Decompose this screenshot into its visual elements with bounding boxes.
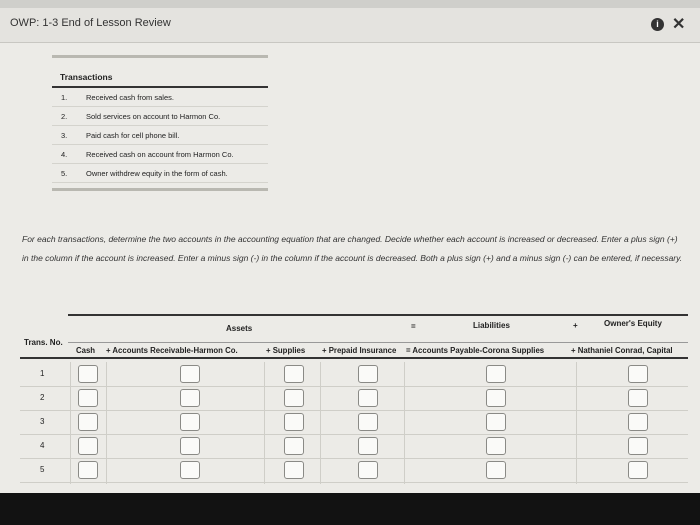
row-number: 1 xyxy=(40,369,45,378)
transaction-number: 5. xyxy=(61,169,68,178)
supplies-input[interactable] xyxy=(284,365,304,383)
transaction-number: 3. xyxy=(61,131,68,140)
prepaid-insurance-input[interactable] xyxy=(358,365,378,383)
instructions-text: For each transactions, determine the two accounts in the accounting equation that are changed. Decide whether each account is increased or decreased. Enter a plus sign (+) in the column if the account is increased. Enter a minus sign (-) in the column if the account is decreased. Both a plus sign (+) and a minus sign (-) can be entered, if necessary. xyxy=(22,234,683,263)
table-row xyxy=(20,458,688,483)
divider xyxy=(52,55,268,58)
transaction-text: Received cash on account from Harmon Co. xyxy=(86,150,234,159)
accounting-equation-table xyxy=(20,312,692,490)
divider xyxy=(52,188,268,191)
divider xyxy=(68,314,688,316)
transaction-text: Owner withdrew equity in the form of cash. xyxy=(86,169,228,178)
supplies-input[interactable] xyxy=(284,437,304,455)
accounts-payable-input[interactable] xyxy=(486,413,506,431)
transaction-text: Received cash from sales. xyxy=(86,93,174,102)
capital-input[interactable] xyxy=(628,413,648,431)
table-row xyxy=(20,386,688,411)
accounts-payable-input[interactable] xyxy=(486,365,506,383)
capital-input[interactable] xyxy=(628,437,648,455)
accounts-receivable-input[interactable] xyxy=(180,437,200,455)
transaction-text: Paid cash for cell phone bill. xyxy=(86,131,180,140)
equals-sign: = xyxy=(411,322,416,331)
transaction-text: Sold services on account to Harmon Co. xyxy=(86,112,221,121)
transaction-item xyxy=(52,107,268,126)
transactions-list xyxy=(52,68,268,183)
table-row xyxy=(20,362,688,387)
cash-input[interactable] xyxy=(78,437,98,455)
divider xyxy=(68,342,688,343)
prepaid-insurance-input[interactable] xyxy=(358,389,378,407)
accounts-payable-input[interactable] xyxy=(486,389,506,407)
transaction-number: 1. xyxy=(61,93,68,102)
title-bar xyxy=(0,8,700,43)
liabilities-header: Liabilities xyxy=(473,321,510,330)
capital-input[interactable] xyxy=(628,461,648,479)
screen-bezel xyxy=(0,493,700,525)
close-icon[interactable]: ✕ xyxy=(672,16,686,33)
trans-no-header: Trans. No. xyxy=(24,338,63,347)
cash-input[interactable] xyxy=(78,461,98,479)
supplies-header: + Supplies xyxy=(266,346,306,355)
accounts-receivable-input[interactable] xyxy=(180,389,200,407)
info-icon[interactable]: i xyxy=(651,18,664,31)
row-number: 3 xyxy=(40,417,45,426)
row-number: 2 xyxy=(40,393,45,402)
transaction-item xyxy=(52,164,268,183)
assets-header: Assets xyxy=(226,324,253,333)
capital-header: + Nathaniel Conrad, Capital xyxy=(571,346,673,355)
table-row xyxy=(20,434,688,459)
accounts-receivable-input[interactable] xyxy=(180,413,200,431)
entry-grid xyxy=(20,362,688,484)
owners-equity-header: Owner's Equity xyxy=(604,319,662,328)
accounts-receivable-input[interactable] xyxy=(180,365,200,383)
row-number: 5 xyxy=(40,465,45,474)
supplies-input[interactable] xyxy=(284,461,304,479)
cash-input[interactable] xyxy=(78,365,98,383)
row-number: 4 xyxy=(40,441,45,450)
prepaid-insurance-input[interactable] xyxy=(358,413,378,431)
prepaid-insurance-header: + Prepaid Insurance xyxy=(322,346,397,355)
transaction-item xyxy=(52,88,268,107)
transactions-heading: Transactions xyxy=(52,68,268,88)
accounts-payable-header: = Accounts Payable-Corona Supplies xyxy=(406,346,545,355)
transaction-number: 4. xyxy=(61,150,68,159)
capital-input[interactable] xyxy=(628,365,648,383)
accounts-receivable-input[interactable] xyxy=(180,461,200,479)
cash-input[interactable] xyxy=(78,389,98,407)
supplies-input[interactable] xyxy=(284,389,304,407)
capital-input[interactable] xyxy=(628,389,648,407)
table-row xyxy=(20,410,688,435)
transaction-item xyxy=(52,126,268,145)
transaction-number: 2. xyxy=(61,112,68,121)
plus-sign: + xyxy=(573,321,578,330)
cash-input[interactable] xyxy=(78,413,98,431)
divider xyxy=(20,357,688,359)
accounts-payable-input[interactable] xyxy=(486,461,506,479)
supplies-input[interactable] xyxy=(284,413,304,431)
cash-header: Cash xyxy=(76,346,96,355)
accounts-receivable-header: + Accounts Receivable-Harmon Co. xyxy=(106,346,238,355)
prepaid-insurance-input[interactable] xyxy=(358,437,378,455)
accounts-payable-input[interactable] xyxy=(486,437,506,455)
transaction-item xyxy=(52,145,268,164)
prepaid-insurance-input[interactable] xyxy=(358,461,378,479)
window-title: OWP: 1-3 End of Lesson Review xyxy=(10,17,171,29)
